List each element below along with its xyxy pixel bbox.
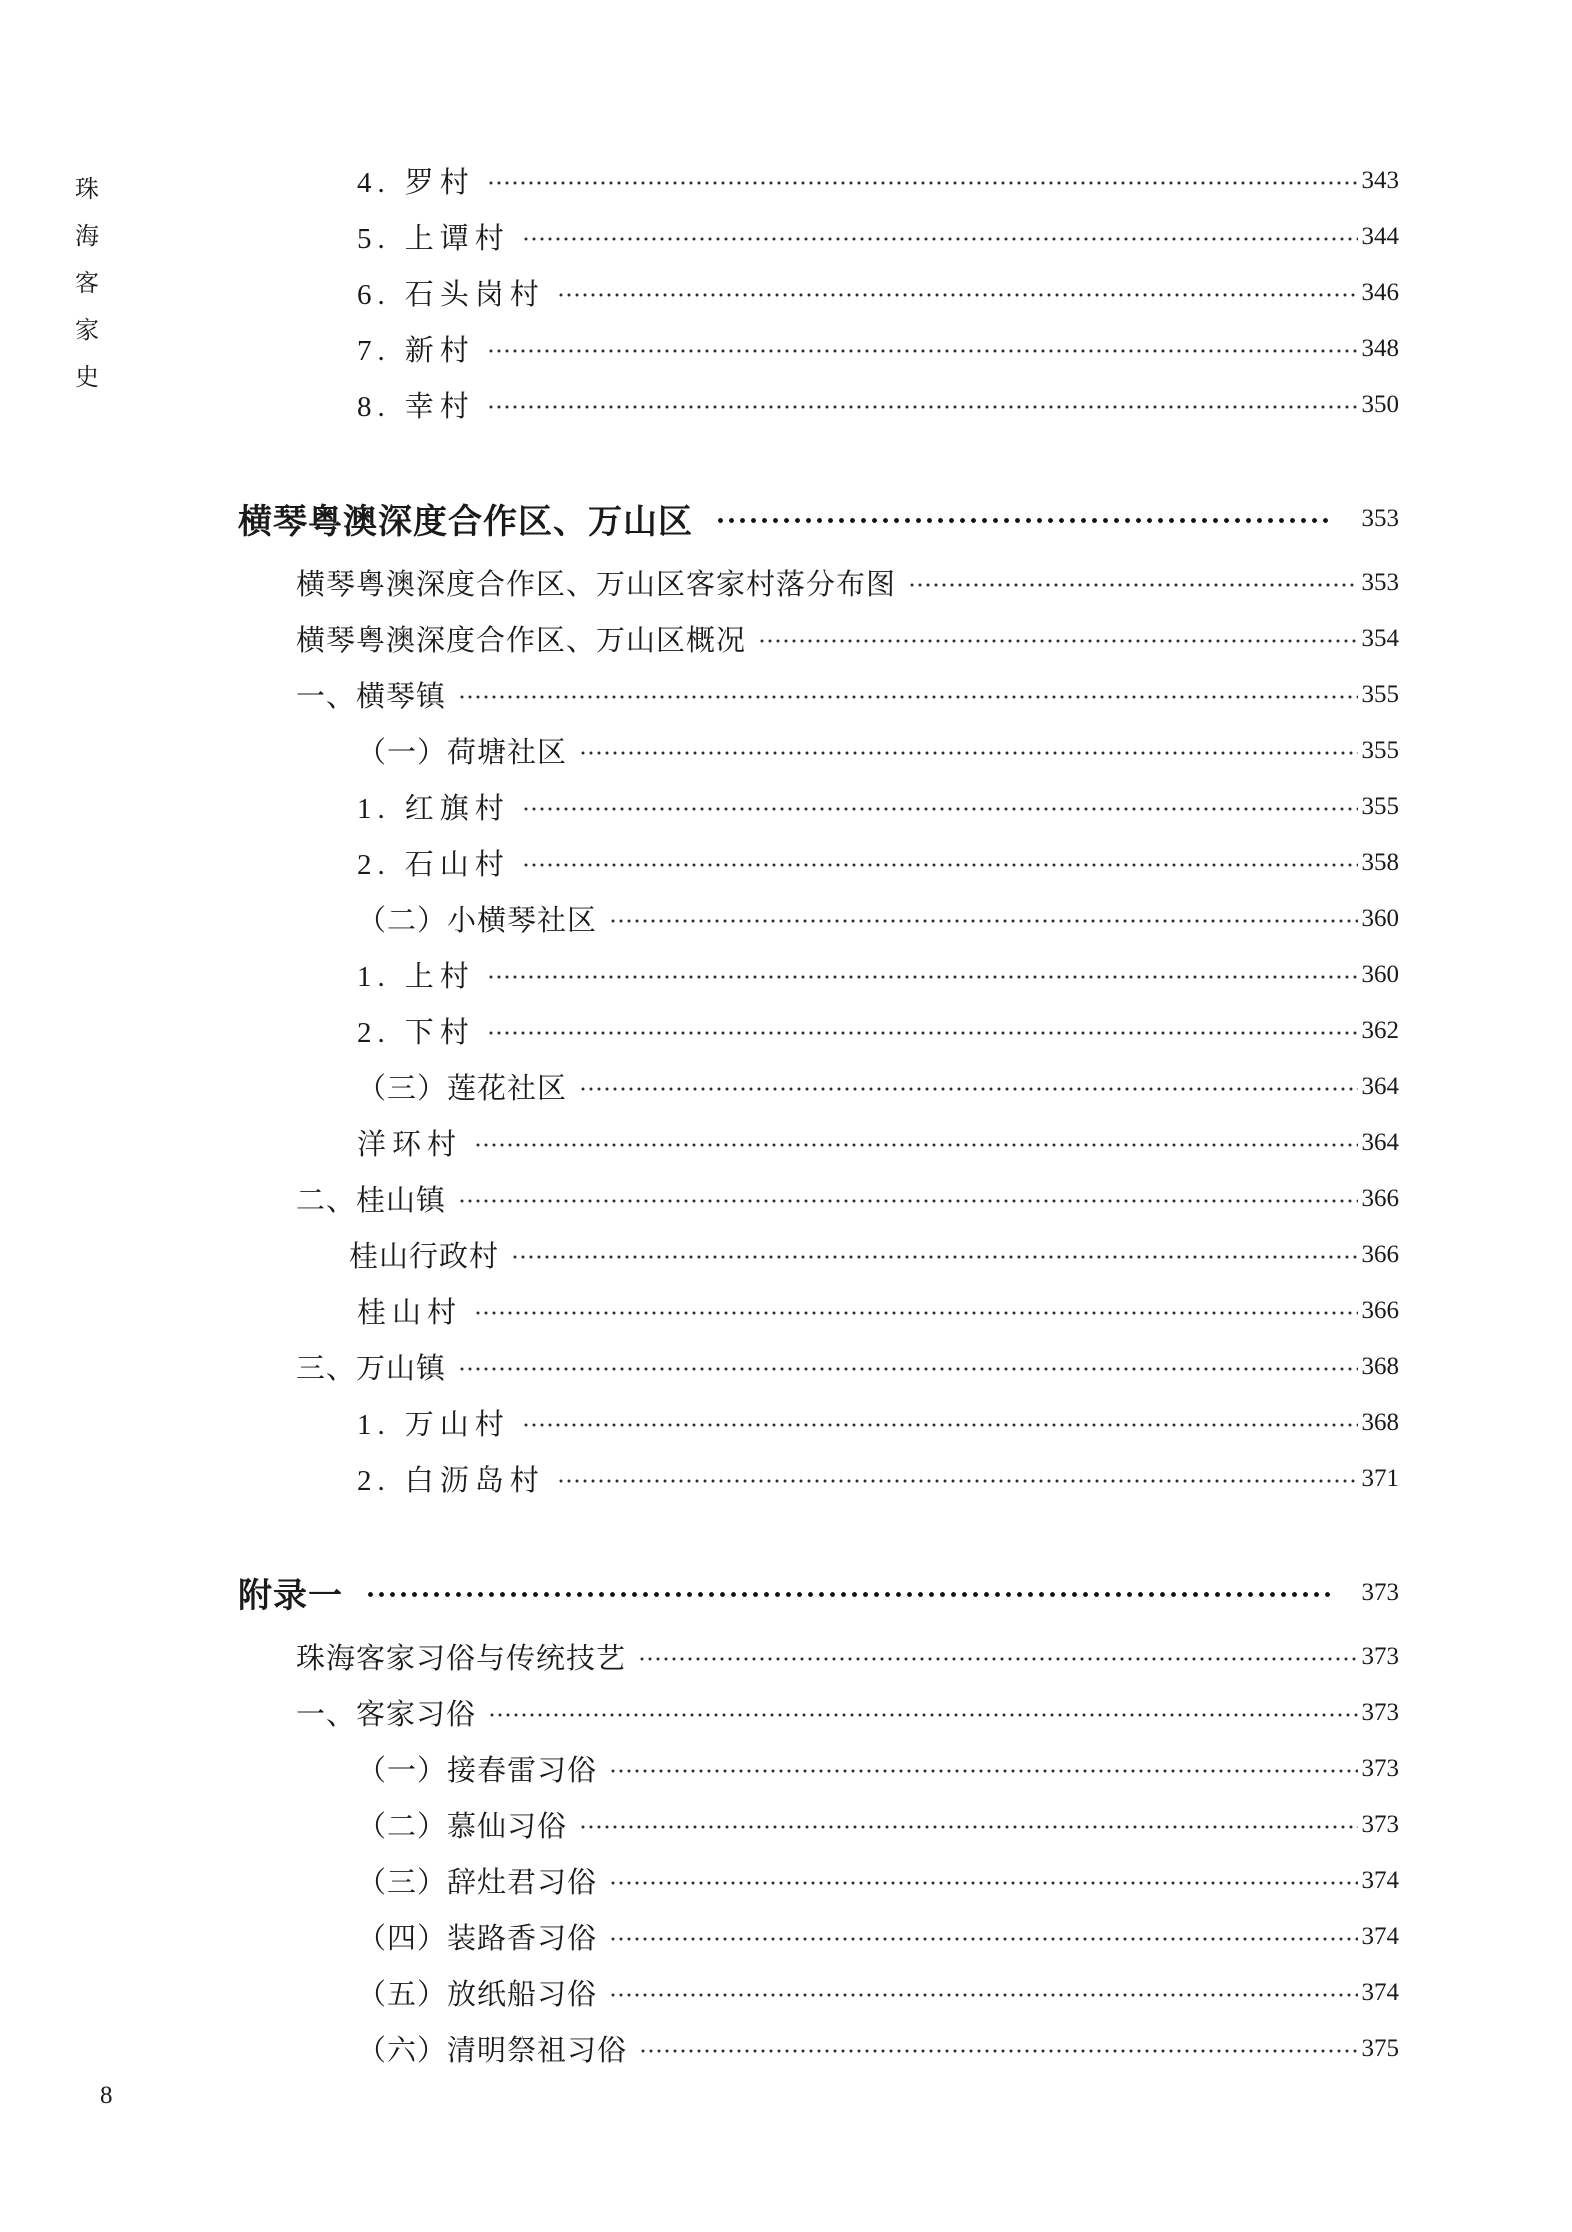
toc-entry[interactable] <box>357 954 1399 995</box>
dot-leader <box>522 807 1358 811</box>
toc-entry-page: 366 <box>1361 1184 1399 1212</box>
dot-leader <box>579 1087 1357 1091</box>
toc-entry-number: 5. <box>357 223 391 255</box>
toc-entry-title: 上村 <box>404 959 475 993</box>
toc-entry-title: 新村 <box>404 333 475 367</box>
toc-entry-page: 368 <box>1361 1352 1399 1380</box>
toc-entry-page: 355 <box>1361 792 1399 820</box>
dot-leader <box>365 1591 1332 1598</box>
toc-entry-title: 桂山村 <box>357 1295 463 1329</box>
toc-entry-title: （一）接春雷习俗 <box>357 1753 598 1787</box>
toc-entry-page: 348 <box>1361 334 1399 362</box>
toc-entry[interactable] <box>357 384 1399 425</box>
toc-entry-title: 幸村 <box>404 389 475 423</box>
book-title-char: 史 <box>75 363 99 391</box>
toc-section-title: 附录一 <box>238 1576 343 1616</box>
dot-leader <box>557 293 1358 297</box>
toc-entry[interactable] <box>357 898 1399 939</box>
toc-entry[interactable] <box>357 1972 1399 2013</box>
toc-entry[interactable] <box>296 1346 1399 1387</box>
toc-entry-page: 343 <box>1361 166 1399 194</box>
toc-entry-page: 364 <box>1361 1072 1399 1100</box>
toc-entry-title: 石头岗村 <box>404 277 545 311</box>
dot-leader <box>488 1713 1357 1717</box>
toc-entry[interactable] <box>296 1178 1399 1219</box>
toc-entry-page: 374 <box>1361 1866 1399 1894</box>
toc-entry-number: 2. <box>357 1465 391 1497</box>
toc-entry[interactable] <box>357 1748 1399 1789</box>
dot-leader <box>609 1993 1357 1997</box>
toc-entry-title: 珠海客家习俗与传统技艺 <box>296 1641 627 1675</box>
dot-leader <box>638 1657 1357 1661</box>
dot-leader <box>474 1143 1357 1147</box>
dot-leader <box>487 1031 1358 1035</box>
toc-entry-page: 360 <box>1361 904 1399 932</box>
toc-entry-title: （二）小横琴社区 <box>357 903 598 937</box>
toc-entry-title: 红旗村 <box>404 791 510 825</box>
toc-entry-number: 2. <box>357 1017 391 1049</box>
dot-leader <box>609 1937 1357 1941</box>
toc-entry[interactable] <box>357 1122 1399 1163</box>
toc-entry-number: 6. <box>357 279 391 311</box>
toc-entry-number: 7. <box>357 335 391 367</box>
dot-leader <box>487 975 1358 979</box>
toc-entry-number: 2. <box>357 849 391 881</box>
toc-entry-title: 一、客家习俗 <box>296 1697 477 1731</box>
dot-leader <box>557 1479 1358 1483</box>
toc-entry[interactable] <box>357 730 1399 771</box>
toc-entry-label <box>357 384 475 425</box>
toc-entry-title: 桂山行政村 <box>349 1239 500 1273</box>
toc-entry-page: 373 <box>1361 1698 1399 1726</box>
dot-leader <box>487 349 1358 353</box>
toc-entry-number: 8. <box>357 391 391 423</box>
toc-entry-page: 373 <box>1361 1578 1399 1606</box>
toc-entry-title: （五）放纸船习俗 <box>357 1977 598 2011</box>
dot-leader <box>522 237 1358 241</box>
toc-entry[interactable] <box>296 1692 1399 1733</box>
book-title-char: 海 <box>75 222 99 250</box>
toc-entry-page: 375 <box>1361 2034 1399 2062</box>
toc-entry-page: 355 <box>1361 680 1399 708</box>
toc-entry-title: 洋环村 <box>357 1127 463 1161</box>
toc-entry-title: 下村 <box>404 1015 475 1049</box>
toc-entry[interactable] <box>296 1636 1399 1677</box>
toc-entry[interactable] <box>357 1860 1399 1901</box>
toc-entry-page: 366 <box>1361 1240 1399 1268</box>
dot-leader <box>458 1367 1357 1371</box>
toc-entry[interactable] <box>357 786 1399 827</box>
toc-entry-title: 上谭村 <box>404 221 510 255</box>
toc-entry[interactable] <box>357 272 1399 313</box>
page-number: 8 <box>100 2082 113 2109</box>
toc-entry-page: 373 <box>1361 1810 1399 1838</box>
toc-entry-title: （三）辞灶君习俗 <box>357 1865 598 1899</box>
toc-entry-page: 362 <box>1361 1016 1399 1044</box>
toc-entry-title: 罗村 <box>404 165 475 199</box>
toc-entry-title: 二、桂山镇 <box>296 1183 447 1217</box>
dot-leader <box>908 583 1357 587</box>
toc-entry-page: 354 <box>1361 624 1399 652</box>
toc-entry-label <box>357 328 475 369</box>
toc-entry-title: 白沥岛村 <box>404 1463 545 1497</box>
toc-entry-title: （一）荷塘社区 <box>357 735 568 769</box>
dot-leader <box>609 1769 1357 1773</box>
toc-entry[interactable] <box>357 1066 1399 1107</box>
toc-entry-label <box>357 272 545 313</box>
toc-entry[interactable] <box>357 160 1399 201</box>
toc-entry[interactable] <box>357 1458 1399 1499</box>
dot-leader <box>487 405 1358 409</box>
toc-entry-page: 373 <box>1361 1754 1399 1782</box>
toc-entry-label <box>357 954 475 995</box>
toc-entry-page: 346 <box>1361 278 1399 306</box>
dot-leader <box>579 1825 1357 1829</box>
toc-entry-page: 344 <box>1361 222 1399 250</box>
book-title-char: 家 <box>75 316 99 344</box>
toc-entry-title: （二）慕仙习俗 <box>357 1809 568 1843</box>
dot-leader <box>579 751 1357 755</box>
toc-entry-page: 371 <box>1361 1464 1399 1492</box>
toc-entry[interactable] <box>296 562 1399 603</box>
toc-entry[interactable] <box>357 2028 1399 2069</box>
dot-leader <box>609 1881 1357 1885</box>
toc-entry-title: 一、横琴镇 <box>296 679 447 713</box>
toc-entry[interactable] <box>357 1804 1399 1845</box>
toc-entry-title: 万山村 <box>404 1407 510 1441</box>
toc-entry-page: 350 <box>1361 390 1399 418</box>
toc-entry[interactable] <box>357 1010 1399 1051</box>
toc-entry-page: 366 <box>1361 1296 1399 1324</box>
toc-entry[interactable] <box>296 674 1399 715</box>
toc-entry-page: 360 <box>1361 960 1399 988</box>
dot-leader <box>758 639 1357 643</box>
toc-entry-label <box>357 160 475 201</box>
toc-entry[interactable] <box>357 1916 1399 1957</box>
toc-entry-page: 368 <box>1361 1408 1399 1436</box>
toc-entry-label <box>357 842 510 883</box>
toc-entry-title: 横琴粤澳深度合作区、万山区概况 <box>296 623 747 657</box>
toc-entry-label <box>357 786 510 827</box>
dot-leader <box>458 1199 1357 1203</box>
toc-entry[interactable] <box>357 216 1399 257</box>
dot-leader <box>715 517 1332 524</box>
toc-entry[interactable] <box>357 842 1399 883</box>
toc-entry-page: 353 <box>1361 504 1399 532</box>
toc-entry-title: （四）装路香习俗 <box>357 1921 598 1955</box>
dot-leader <box>487 181 1358 185</box>
toc-entry-page: 373 <box>1361 1642 1399 1670</box>
book-title-char: 珠 <box>75 175 99 203</box>
toc-section-title: 横琴粤澳深度合作区、万山区 <box>238 502 693 542</box>
dot-leader <box>609 919 1357 923</box>
toc-entry-label <box>357 1402 510 1443</box>
toc-entry-number: 1. <box>357 961 391 993</box>
dot-leader <box>511 1255 1357 1259</box>
dot-leader <box>474 1311 1357 1315</box>
toc-entry[interactable] <box>357 328 1399 369</box>
toc-entry-title: 横琴粤澳深度合作区、万山区客家村落分布图 <box>296 567 897 601</box>
toc-entry-number: 4. <box>357 167 391 199</box>
toc-entry-title: （三）莲花社区 <box>357 1071 568 1105</box>
dot-leader <box>522 1423 1358 1427</box>
toc-entry-page: 374 <box>1361 1978 1399 2006</box>
toc-entry-label <box>357 216 510 257</box>
dot-leader <box>458 695 1357 699</box>
toc-entry-label <box>357 1010 475 1051</box>
dot-leader <box>522 863 1358 867</box>
toc-entry-title: 石山村 <box>404 847 510 881</box>
dot-leader <box>639 2049 1357 2053</box>
toc-entry-page: 364 <box>1361 1128 1399 1156</box>
toc-entry[interactable] <box>357 1290 1399 1331</box>
toc-entry-page: 374 <box>1361 1922 1399 1950</box>
toc-entry[interactable] <box>296 618 1399 659</box>
toc-entry-page: 358 <box>1361 848 1399 876</box>
toc-entry[interactable] <box>349 1234 1399 1275</box>
toc-section-heading[interactable] <box>238 494 1399 543</box>
toc-entry-title: （六）清明祭祖习俗 <box>357 2033 628 2067</box>
toc-entry-title: 三、万山镇 <box>296 1351 447 1385</box>
toc-entry-number: 1. <box>357 793 391 825</box>
toc-entry-label <box>357 1458 545 1499</box>
toc-entry-page: 353 <box>1361 568 1399 596</box>
toc-section-heading[interactable] <box>238 1568 1399 1617</box>
toc-entry-number: 1. <box>357 1409 391 1441</box>
toc-entry[interactable] <box>357 1402 1399 1443</box>
book-title-char: 客 <box>75 269 99 297</box>
toc-entry-page: 355 <box>1361 736 1399 764</box>
